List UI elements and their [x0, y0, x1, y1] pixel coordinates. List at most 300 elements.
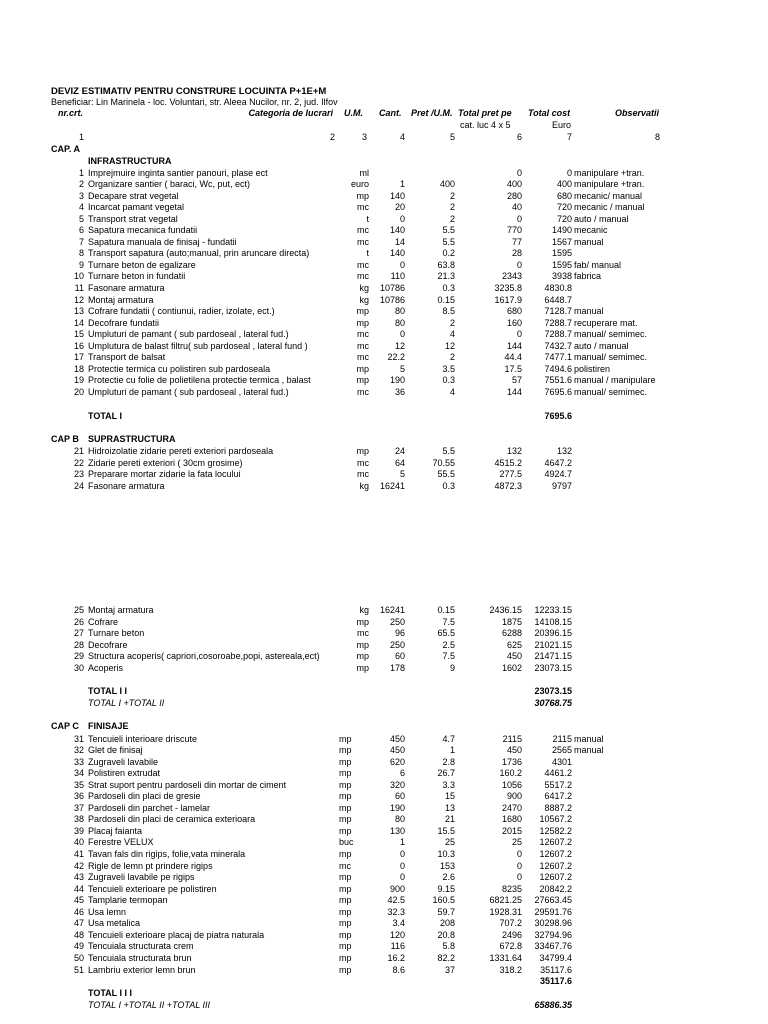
- row-description: Turnare beton: [88, 628, 145, 638]
- row-quantity: 80: [394, 317, 405, 328]
- row-quantity: 64: [394, 457, 405, 468]
- row-total-price: 1602: [501, 662, 522, 673]
- row-cumulative-cost: 4924.7: [544, 469, 572, 479]
- row-cumulative-cost: 1595: [551, 248, 572, 259]
- total-1-2-label: TOTAL I +TOTAL II: [88, 697, 165, 708]
- row-total-price: 707.2: [499, 918, 522, 929]
- row-total-price: 144: [506, 386, 522, 397]
- row-number: 43: [73, 872, 84, 883]
- row-total-price: 1056: [501, 779, 522, 790]
- row-cumulative-cost: 680: [556, 190, 572, 201]
- row-unit-price: 4.7: [442, 733, 455, 744]
- row-unit: mc: [357, 202, 369, 213]
- row-quantity: 0: [399, 329, 405, 340]
- row-number: 40: [73, 837, 84, 848]
- row-unit: mp: [339, 906, 352, 917]
- row-description: Sapatura mecanica fundatii: [88, 225, 198, 236]
- row-unit-price: 5.8: [442, 941, 455, 952]
- row-total-price: 0: [516, 329, 522, 340]
- table-row: [0, 872, 768, 884]
- table-row: [0, 918, 768, 930]
- row-number: 13: [73, 306, 84, 317]
- row-unit: mp: [339, 745, 352, 756]
- row-description: Ferestre VELUX: [88, 837, 154, 848]
- total-2-row: [0, 686, 768, 698]
- row-cumulative-cost: 23073.15: [534, 662, 572, 673]
- row-description: Fasonare armatura: [88, 283, 165, 293]
- row-unit-price: 55.5: [437, 469, 455, 479]
- row-unit-price: 0.2: [442, 248, 455, 259]
- row-unit: mp: [339, 883, 352, 894]
- row-unit-price: 20.8: [437, 929, 455, 940]
- table-row: [0, 306, 768, 318]
- row-quantity: 32.3: [387, 906, 405, 917]
- row-unit: mp: [356, 363, 369, 374]
- row-unit: mp: [356, 317, 369, 328]
- row-unit: mc: [357, 386, 369, 397]
- row-cumulative-cost: 33467.76: [534, 941, 572, 952]
- table-row: [0, 469, 768, 481]
- row-unit-price: 0.3: [442, 375, 455, 386]
- row-observation: polistiren: [574, 363, 611, 374]
- row-unit: buc: [339, 837, 354, 848]
- row-unit-price: 153: [439, 860, 455, 871]
- section-a-label-row: [0, 144, 768, 156]
- row-number: 46: [73, 906, 84, 917]
- row-observation: manual / manipulare: [574, 375, 656, 386]
- section-c-label: CAP C: [51, 721, 79, 731]
- row-number: 37: [73, 802, 84, 813]
- row-quantity: 178: [389, 662, 405, 673]
- row-description: Strat suport pentru pardoseli din mortar de ciment: [88, 779, 287, 790]
- row-cumulative-cost: 1490: [551, 225, 572, 236]
- table-row: [0, 481, 768, 493]
- row-observation: auto / manual: [574, 213, 629, 224]
- row-cumulative-cost: 20396.15: [534, 628, 572, 638]
- row-unit: mp: [339, 779, 352, 790]
- table-row: [0, 605, 768, 617]
- table-row: [0, 387, 768, 399]
- row-description: Fasonare armatura: [88, 480, 165, 491]
- row-number: 44: [73, 883, 84, 894]
- row-observation: manual: [574, 236, 604, 247]
- row-cumulative-cost: 1595: [551, 259, 572, 270]
- row-quantity: 6: [399, 768, 405, 779]
- row-unit: mc: [357, 271, 369, 282]
- row-unit: euro: [350, 179, 369, 190]
- row-number: 30: [73, 662, 84, 673]
- row-quantity: 20: [394, 202, 405, 213]
- row-observation: manual: [574, 745, 604, 756]
- grand-total-label: TOTAL I +TOTAL II +TOTAL III: [88, 1000, 211, 1010]
- row-unit: mc: [357, 340, 369, 351]
- row-cumulative-cost: 720: [556, 213, 572, 224]
- header-total-pret: Total pret pe: [458, 108, 512, 118]
- row-cumulative-cost: 12607.2: [539, 837, 572, 848]
- row-number: 5: [78, 213, 84, 224]
- row-total-price: 400: [506, 179, 522, 190]
- row-observation: manipulare +tran.: [574, 167, 645, 178]
- table-row: [0, 734, 768, 746]
- row-cumulative-cost: 7288.7: [544, 329, 572, 340]
- row-unit: mp: [356, 616, 369, 627]
- row-number: 25: [73, 605, 84, 615]
- row-quantity: 250: [389, 616, 405, 627]
- row-cumulative-cost: 7494.6: [544, 363, 572, 374]
- row-unit-price: 2: [449, 317, 455, 328]
- row-unit-price: 59.7: [437, 906, 455, 917]
- section-b-title: SUPRASTRUCTURA: [88, 434, 176, 444]
- row-unit: mp: [356, 651, 369, 661]
- section-b-header: [0, 434, 768, 446]
- row-quantity: 24: [394, 446, 405, 456]
- header-observatii: Observatii: [615, 108, 660, 118]
- row-description: Tamplarie termopan: [88, 895, 168, 906]
- row-total-price: 318.2: [499, 964, 522, 975]
- row-cumulative-cost: 7477.1: [544, 352, 572, 363]
- row-unit: mp: [339, 964, 352, 975]
- row-number: 9: [78, 259, 84, 270]
- row-unit: mp: [356, 375, 369, 386]
- row-unit-price: 9.15: [437, 883, 455, 894]
- row-number: 47: [73, 918, 84, 929]
- row-unit: mp: [339, 825, 352, 836]
- row-quantity: 42.5: [387, 895, 405, 906]
- row-quantity: 80: [394, 306, 405, 317]
- row-quantity: 36: [394, 386, 405, 397]
- row-unit: kg: [359, 283, 369, 293]
- col-number: 3: [361, 132, 367, 142]
- row-unit-price: 13: [444, 802, 455, 813]
- row-unit: kg: [359, 294, 369, 305]
- row-number: 1: [78, 167, 84, 178]
- row-total-price: 0: [516, 849, 522, 859]
- row-quantity: 190: [389, 375, 405, 386]
- row-description: Transport sapatura (auto;manual, prin aruncare directa): [88, 248, 310, 259]
- table-row: [0, 352, 768, 364]
- row-number: 32: [73, 745, 84, 756]
- row-description: Decapare strat vegetal: [88, 190, 179, 201]
- row-cumulative-cost: 7695.6: [544, 386, 572, 397]
- header-total-cost: Total cost: [528, 108, 571, 118]
- row-cumulative-cost: 4830.8: [544, 283, 572, 293]
- row-total-price: 160.2: [499, 768, 522, 779]
- row-cumulative-cost: 2565: [551, 745, 572, 756]
- section-a-title: INFRASTRUCTURA: [88, 155, 172, 166]
- row-number: 20: [73, 386, 84, 397]
- row-cumulative-cost: 7432.7: [544, 340, 572, 351]
- row-unit-price: 5.5: [442, 446, 455, 456]
- row-description: Organizare santier ( baraci, Wc, put, ect): [88, 179, 251, 190]
- section-c-sum-row: [0, 976, 768, 988]
- table-row: [0, 965, 768, 977]
- row-unit-price: 70.55: [432, 457, 455, 468]
- row-total-price: 17.5: [504, 363, 522, 374]
- row-description: Turnare beton de egalizare: [88, 259, 196, 270]
- row-quantity: 140: [389, 225, 405, 236]
- row-unit-price: 2: [449, 352, 455, 363]
- row-quantity: 190: [389, 802, 405, 813]
- row-cumulative-cost: 9797: [551, 480, 572, 491]
- table-row: [0, 628, 768, 640]
- table-row: [0, 651, 768, 663]
- row-cumulative-cost: 7288.7: [544, 317, 572, 328]
- row-description: Acoperis: [88, 662, 124, 673]
- row-description: Imprejmuire inginta santier panouri, plase ect: [88, 167, 268, 178]
- row-number: 6: [78, 225, 84, 236]
- row-unit-price: 4: [449, 329, 455, 340]
- row-description: Polistiren extrudat: [88, 768, 161, 779]
- row-number: 35: [73, 779, 84, 790]
- table-row: [0, 941, 768, 953]
- row-number: 28: [73, 639, 84, 650]
- row-description: Cofrare: [88, 616, 119, 627]
- row-description: Montaj armatura: [88, 294, 154, 305]
- table-row: [0, 837, 768, 849]
- table-row: [0, 791, 768, 803]
- row-description: Transport de balsat: [88, 352, 166, 363]
- row-total-price: 25: [511, 837, 522, 848]
- row-unit-price: 63.8: [437, 259, 455, 270]
- row-quantity: 250: [389, 639, 405, 650]
- row-unit-price: 21.3: [437, 271, 455, 282]
- row-cumulative-cost: 32794.96: [534, 929, 572, 940]
- row-cumulative-cost: 21021.15: [534, 639, 572, 650]
- row-unit: kg: [359, 480, 369, 491]
- table-row: [0, 907, 768, 919]
- row-quantity: 12: [394, 340, 405, 351]
- row-cumulative-cost: 21471.15: [534, 651, 572, 661]
- row-number: 18: [73, 363, 84, 374]
- row-total-price: 132: [506, 446, 522, 456]
- table-row: [0, 757, 768, 769]
- row-description: Usa lemn: [88, 906, 127, 917]
- row-quantity: 900: [389, 883, 405, 894]
- row-description: Decofrare fundatii: [88, 317, 160, 328]
- row-quantity: 5: [399, 363, 405, 374]
- row-unit: mp: [339, 768, 352, 779]
- row-cumulative-cost: 400: [556, 179, 572, 190]
- row-total-price: 57: [511, 375, 522, 386]
- table-row: [0, 884, 768, 896]
- row-quantity: 3.4: [392, 918, 405, 929]
- row-observation: mecanic: [574, 225, 608, 236]
- table-row: [0, 861, 768, 873]
- row-quantity: 1: [399, 179, 405, 190]
- table-row: [0, 329, 768, 341]
- table-row: [0, 930, 768, 942]
- row-unit: mp: [339, 791, 352, 802]
- total-1-value: 7695.6: [544, 411, 572, 421]
- row-number: 21: [73, 446, 84, 456]
- row-description: Sapatura manuala de finisaj - fundatii: [88, 236, 237, 247]
- row-total-price: 1875: [501, 616, 522, 627]
- table-row: [0, 191, 768, 203]
- row-total-price: 770: [506, 225, 522, 236]
- row-description: Tavan fals din rigips, folie,vata minerala: [88, 849, 246, 859]
- row-description: Lambriu exterior lemn brun: [88, 964, 196, 975]
- table-row: [0, 446, 768, 458]
- row-quantity: 10786: [379, 294, 405, 305]
- col-number: 8: [654, 132, 660, 142]
- row-quantity: 116: [390, 941, 405, 952]
- row-description: Montaj armatura: [88, 605, 154, 615]
- row-number: 34: [73, 768, 84, 779]
- row-quantity: 8.6: [392, 964, 405, 975]
- row-cumulative-cost: 34799.4: [539, 952, 572, 963]
- row-number: 50: [73, 952, 84, 963]
- table-row: [0, 364, 768, 376]
- row-unit-price: 5.5: [442, 225, 455, 236]
- table-row: [0, 179, 768, 191]
- row-number: 3: [78, 190, 84, 201]
- row-total-price: 0: [516, 213, 522, 224]
- row-unit-price: 5.5: [442, 236, 455, 247]
- row-cumulative-cost: 7128.7: [544, 306, 572, 317]
- row-unit: mp: [339, 895, 352, 906]
- row-unit-price: 0.15: [437, 294, 455, 305]
- row-observation: manual: [574, 306, 604, 317]
- row-cumulative-cost: 2115: [552, 733, 572, 744]
- table-row: [0, 849, 768, 861]
- row-total-price: 0: [516, 860, 522, 871]
- section-c-header: [0, 721, 768, 733]
- row-total-price: 900: [506, 791, 522, 802]
- row-unit-price: 12: [444, 340, 455, 351]
- beneficiary-line: Beneficiar: Lin Marinela - loc. Voluntari, str. Aleea Nucilor, nr. 2, jud. Ilfov: [51, 97, 338, 107]
- row-number: 7: [78, 236, 84, 247]
- row-total-price: 0: [516, 872, 522, 883]
- row-total-price: 277.5: [499, 469, 522, 479]
- row-quantity: 0: [399, 213, 405, 224]
- row-unit: mp: [339, 929, 352, 940]
- section-a-label: CAP. A: [51, 144, 81, 154]
- document-title: DEVIZ ESTIMATIV PENTRU CONSTRURE LOCUINTA P+1E+M: [51, 86, 327, 97]
- row-unit: mc: [357, 352, 369, 363]
- row-description: Umpluturi de pamant ( sub pardoseal , lateral fud.): [88, 386, 289, 397]
- row-unit: mp: [339, 802, 352, 813]
- header-um: U.M.: [344, 108, 363, 118]
- row-total-price: 40: [511, 202, 522, 213]
- row-quantity: 450: [389, 733, 405, 744]
- row-cumulative-cost: 20842.2: [539, 883, 572, 894]
- row-unit: ml: [359, 167, 369, 178]
- row-cumulative-cost: 4647.2: [544, 457, 572, 468]
- row-unit: mp: [339, 814, 352, 825]
- row-number: 8: [78, 248, 84, 259]
- row-quantity: 14: [394, 236, 405, 247]
- row-description: Zugraveli lavabile pe rigips: [88, 872, 195, 883]
- row-total-price: 1736: [501, 756, 522, 767]
- total-2-label: TOTAL I I: [88, 686, 128, 696]
- row-quantity: 140: [389, 248, 405, 259]
- section-a-title-row: [0, 156, 768, 168]
- row-description: Preparare mortar zidarie la fata locului: [88, 469, 241, 479]
- row-total-price: 672.8: [499, 941, 522, 952]
- table-row: [0, 780, 768, 792]
- row-unit-price: 10.3: [437, 849, 455, 859]
- row-unit-price: 2: [449, 190, 455, 201]
- row-unit: mp: [356, 446, 369, 456]
- row-description: Transport strat vegetal: [88, 213, 178, 224]
- row-unit: mp: [339, 849, 352, 859]
- row-unit: mp: [339, 872, 352, 883]
- table-header: [0, 108, 768, 120]
- col-number: 4: [399, 132, 405, 142]
- row-total-price: 4872.3: [494, 480, 522, 491]
- row-description: Incarcat pamant vegetal: [88, 202, 185, 213]
- row-number: 51: [73, 964, 84, 975]
- row-cumulative-cost: 4461.2: [544, 768, 572, 779]
- row-quantity: 22.2: [387, 352, 405, 363]
- col-number: 1: [78, 132, 84, 142]
- row-unit-price: 0.15: [437, 605, 455, 615]
- row-quantity: 1: [399, 837, 405, 848]
- row-description: Structura acoperis( capriori,cosoroabe,popi, astereala,ect): [88, 651, 320, 661]
- row-cumulative-cost: 0: [566, 167, 572, 178]
- table-row: [0, 237, 768, 249]
- row-number: 15: [73, 329, 84, 340]
- row-unit-price: 2.8: [442, 756, 455, 767]
- row-unit-price: 8.5: [442, 306, 455, 317]
- row-observation: manual/ semimec.: [574, 329, 648, 340]
- row-number: 4: [78, 202, 84, 213]
- row-unit-price: 2.5: [442, 639, 455, 650]
- row-description: Rigle de lemn pt prindere rigips: [88, 860, 213, 871]
- row-unit: mc: [357, 469, 369, 479]
- row-number: 16: [73, 340, 84, 351]
- table-row: [0, 260, 768, 272]
- row-cumulative-cost: 8887.2: [544, 802, 572, 813]
- row-quantity: 0: [399, 259, 405, 270]
- row-unit: kg: [359, 605, 369, 615]
- row-unit-price: 4: [449, 386, 455, 397]
- col-number: 7: [566, 132, 572, 142]
- table-row: [0, 663, 768, 675]
- row-number: 38: [73, 814, 84, 825]
- row-cumulative-cost: 132: [556, 446, 572, 456]
- row-quantity: 60: [394, 791, 405, 802]
- row-unit: mp: [356, 662, 369, 673]
- table-row: [0, 214, 768, 226]
- table-row: [0, 895, 768, 907]
- row-total-price: 1928.31: [489, 906, 522, 917]
- row-unit: mp: [339, 756, 352, 767]
- row-description: Protectie termica cu polistiren sub pardoseala: [88, 363, 271, 374]
- row-cumulative-cost: 4301: [551, 756, 572, 767]
- row-total-price: 160: [506, 317, 522, 328]
- table-row: [0, 271, 768, 283]
- header-categoria: Categoria de lucrari: [248, 108, 333, 118]
- row-quantity: 130: [389, 825, 405, 836]
- row-cumulative-cost: 7551.6: [544, 375, 572, 386]
- row-quantity: 110: [390, 271, 405, 282]
- row-number: 49: [73, 941, 84, 952]
- row-unit-price: 7.5: [442, 651, 455, 661]
- row-number: 12: [73, 294, 84, 305]
- table-row: [0, 803, 768, 815]
- row-observation: manual: [574, 733, 604, 744]
- header-pret: Pret /U.M.: [411, 108, 453, 118]
- row-cumulative-cost: 12607.2: [539, 860, 572, 871]
- row-quantity: 60: [394, 651, 405, 661]
- row-unit-price: 160.5: [432, 895, 455, 906]
- row-quantity: 320: [389, 779, 405, 790]
- row-total-price: 2343: [501, 271, 522, 282]
- row-description: Pardoseli din placi de gresie: [88, 791, 201, 802]
- row-total-price: 280: [506, 190, 522, 201]
- row-total-price: 680: [506, 306, 522, 317]
